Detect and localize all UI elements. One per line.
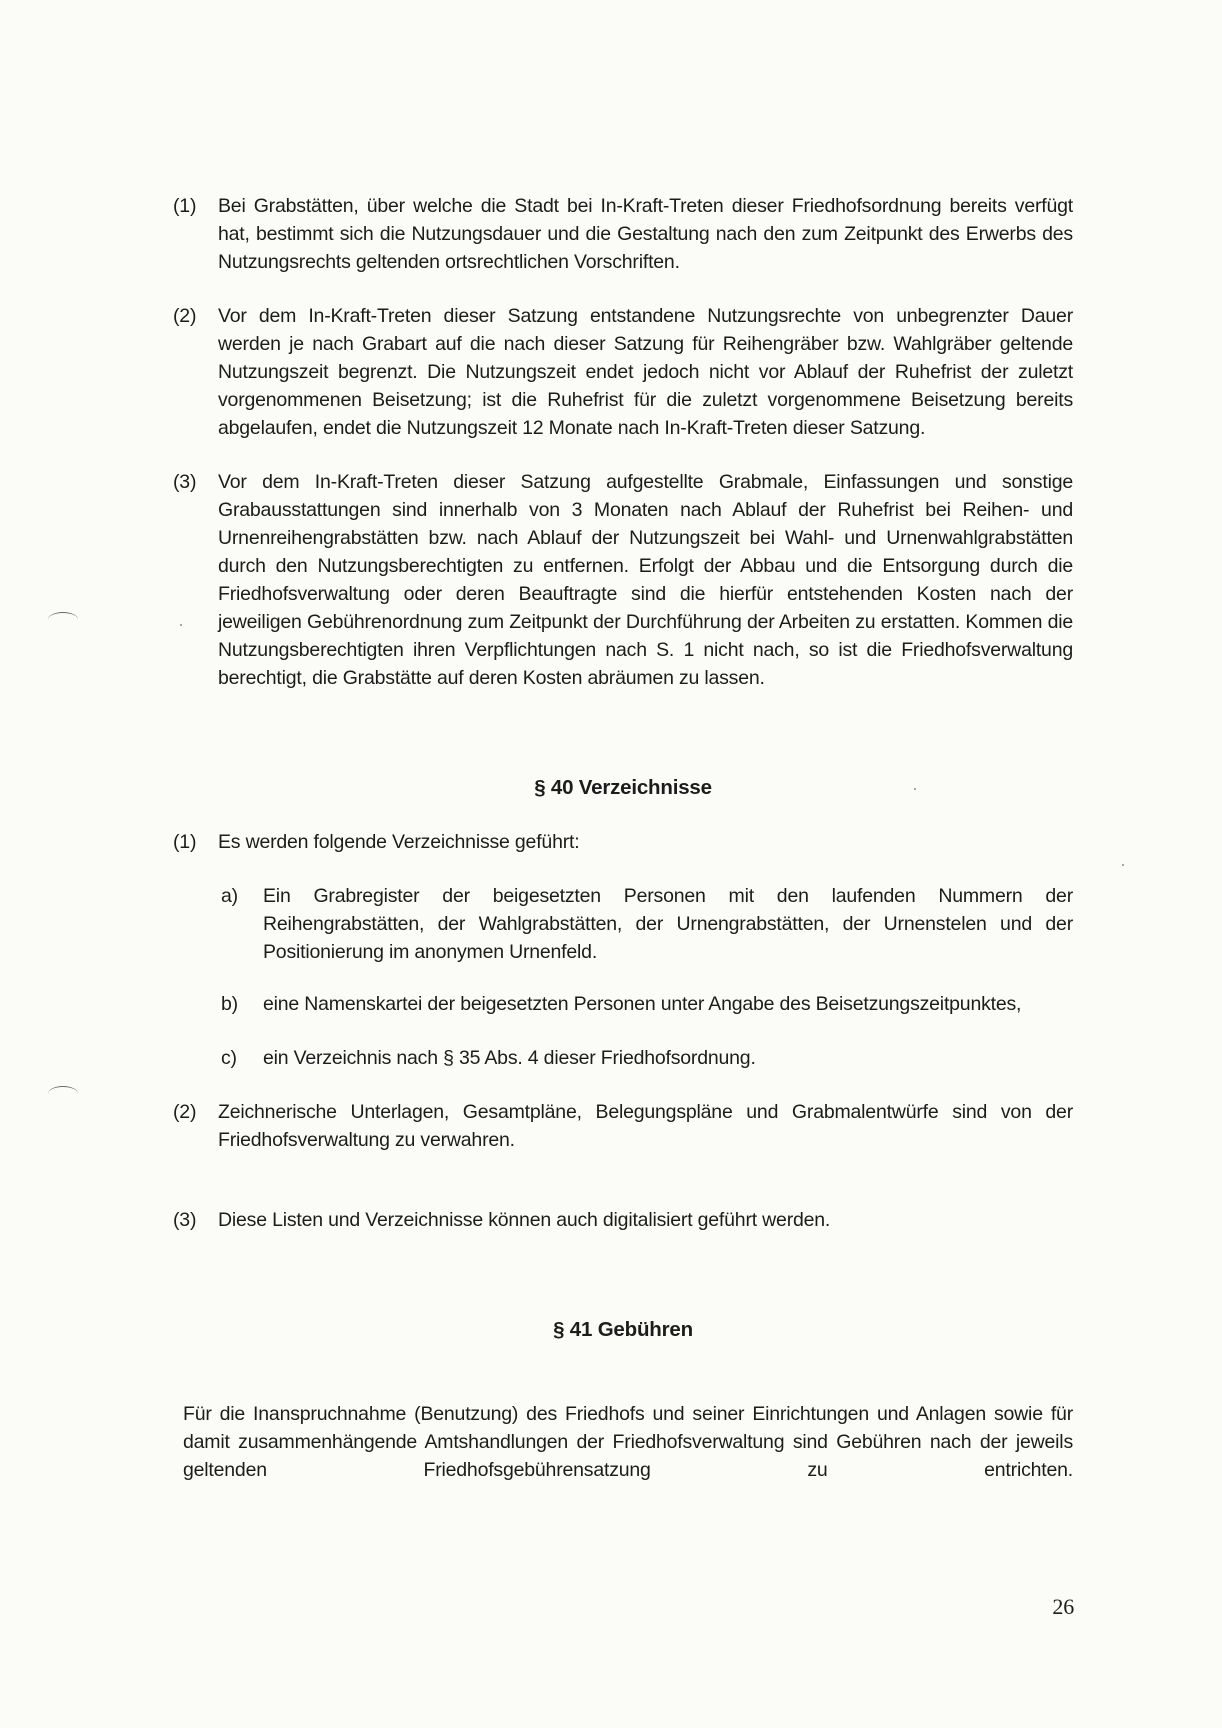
paragraph-text: Bei Grabstätten, über welche die Stadt bei In-Kraft-Treten dieser Friedhofsordnung bereits verfügt hat, bestimmt sich die Nutzungsdauer und die Gestaltung nach den zum Zeitpunkt des Erwerbs des Nutzungsrechts geltenden ortsrechtlichen Vorschriften. [218,195,1073,273]
scan-speck [1122,864,1124,866]
paragraph-text: Zeichnerische Unterlagen, Gesamtpläne, Belegungspläne und Grabmalentwürfe sind von der Friedhofsverwaltung zu verwahren. [218,1101,1073,1151]
paragraph-number: (3) [173,471,197,493]
list-text: Ein Grabregister der beigesetzten Personen mit den laufenden Nummern der Reihengrabstätten, der Wahlgrabstätten, der Urnengrabstätten, der Urnenstelen und der Positionierung im anonymen Urnenfeld. [263,885,1073,963]
paragraph-text: Vor dem In-Kraft-Treten dieser Satzung entstandene Nutzungsrechte von unbegrenzter Dauer werden je nach Grabart auf die nach dieser Satzung für Reihengräber bzw. Wahlgräber geltende Nutzungszeit begrenzt. Die Nutzungszeit endet jedoch nicht vor Ablauf der Ruhefrist der zuletzt vorgenommenen Beisetzung; ist die Ruhefrist für die zuletzt vorgenommene Beisetzung bereits abgelaufen, endet die Nutzungszeit 12 Monate nach In-Kraft-Treten dieser Satzung. [218,305,1073,439]
punch-hole-mark-upper [48,612,78,627]
list-text: eine Namenskartei der beigesetzten Personen unter Angabe des Beisetzungszeitpunktes, [263,993,1022,1015]
paragraph-number: (3) [173,1209,197,1231]
list-item-a [221,882,1073,966]
list-text: ein Verzeichnis nach § 35 Abs. 4 dieser Friedhofsordnung. [263,1047,756,1069]
punch-hole-mark-lower [48,1086,78,1101]
paragraph-number: (2) [173,1101,197,1123]
paragraph-number: (1) [173,831,197,853]
section-40-item-2 [173,1098,1073,1154]
page-number: 26 [1052,1594,1074,1619]
list-label: a) [221,885,238,907]
section-heading-41: § 41 Gebühren [553,1318,693,1341]
paragraph-2 [173,302,1073,442]
paragraph-text: Vor dem In-Kraft-Treten dieser Satzung aufgestellte Grabmale, Einfassungen und sonstige Grabausstattungen sind innerhalb von 3 Monaten nach Ablauf der Ruhefrist bei Reihen- und Urnenreihengrabstätten bzw. nach Ablauf der Nutzungszeit bei Wahl- und Urnenwahlgrabstätten durch den Nutzungsberechtigten zu entfernen. Erfolgt der Abbau und die Entsorgung durch die Friedhofsverwaltung oder deren Beauftragte sind die hierfür entstehenden Kosten nach der jeweiligen Gebührenordnung zum Zeitpunkt der Durchführung der Arbeiten zu erstatten. Kommen die Nutzungsberechtigten ihren Verpflichtungen nach S. 1 nicht nach, so ist die Friedhofsverwaltung berechtigt, die Grabstätte auf deren Kosten abräumen zu lassen. [218,471,1073,689]
list-label: c) [221,1047,237,1069]
paragraph-1 [173,192,1073,276]
paragraph-number: (2) [173,305,197,327]
section-40-item-3 [173,1206,1073,1234]
paragraph-text: Es werden folgende Verzeichnisse geführt: [218,831,580,853]
paragraph-text: Diese Listen und Verzeichnisse können auch digitalisiert geführt werden. [218,1209,831,1231]
list-label: b) [221,993,238,1015]
paragraph-number: (1) [173,195,197,217]
section-heading-40: § 40 Verzeichnisse [534,776,712,799]
section-41-text: Für die Inanspruchnahme (Benutzung) des Friedhofs und seiner Einrichtungen und Anlagen sowie für damit zusammenhängende Amtshandlungen der Friedhofsverwaltung sind Gebühren nach der jeweils geltenden Friedhofsgebührensatzung zu entrichten. [183,1403,1073,1481]
list-item-b [221,990,1073,1018]
list-item-c [221,1044,1073,1072]
paragraph-3 [173,468,1073,692]
section-40-item-1 [173,828,1073,856]
